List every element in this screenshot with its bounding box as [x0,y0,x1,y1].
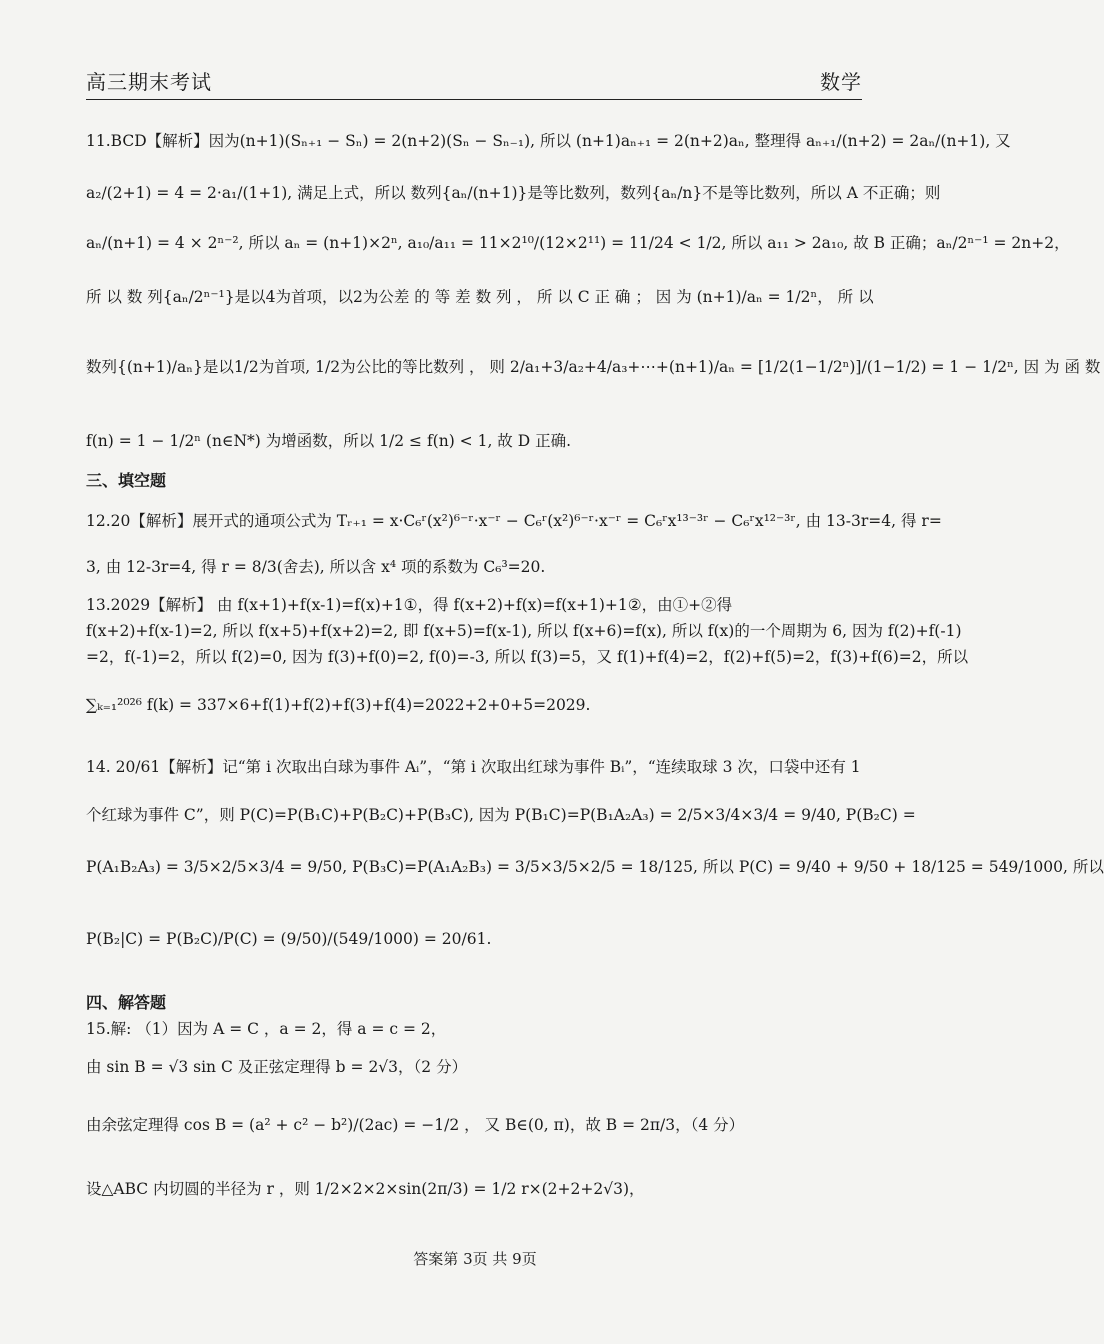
q15-line-4: 设△ABC 内切圆的半径为 r ，则 1/2×2×2×sin(2π/3) = 1/2 r×(2+2+2√3)， [86,1180,645,1198]
q14-line-2: 个红球为事件 C”，则 P(C)=P(B₁C)+P(B₂C)+P(B₃C), 因为 P(B₁C)=P(B₁A₂A₃) = 2/5×3/4×3/4 = 9/40, P(B₂C) = [86,806,916,824]
q13-line-2: f(x+2)+f(x-1)=2, 所以 f(x+5)+f(x+2)=2, 即 f(x+5)=f(x-1), 所以 f(x+6)=f(x), 所以 f(x)的一个周期为 6, 因为 f(2)+f(-1) [86,622,962,640]
q13-line-1: 13.2029【解析】 由 f(x+1)+f(x-1)=f(x)+1①，得 f(x+2)+f(x)=f(x+1)+1②，由①+②得 [86,596,733,614]
q13-line-3: =2，f(-1)=2，所以 f(2)=0, 因为 f(3)+f(0)=2, f(0)=-3, 所以 f(3)=5，又 f(1)+f(4)=2，f(2)+f(5)=2，f(3)+f(6)=2，所以 [86,648,969,666]
q11-line-1: 11.BCD【解析】因为(n+1)(Sₙ₊₁ − Sₙ) = 2(n+2)(Sₙ − Sₙ₋₁), 所以 (n+1)aₙ₊₁ = 2(n+2)aₙ, 整理得 aₙ₊₁/(n+2) = 2aₙ/(n+1), 又 [86,132,1011,150]
q15-line-1: 15.解: （1）因为 A = C ，a = 2，得 a = c = 2， [86,1020,447,1038]
q12-line-1: 12.20【解析】展开式的通项公式为 Tᵣ₊₁ = x·C₆ʳ(x²)⁶⁻ʳ·x⁻ʳ − C₆ʳ(x²)⁶⁻ʳ·x⁻ʳ = C₆ʳx¹³⁻³ʳ − C₆ʳx¹²⁻³ʳ, 由 13-3r=4, 得 r= [86,512,942,530]
page-header [86,62,862,100]
q11-line-6: f(n) = 1 − 1/2ⁿ (n∈N*) 为增函数，所以 1/2 ≤ f(n) < 1, 故 D 正确. [86,432,572,450]
q15-line-2: 由 sin B = √3 sin C 及正弦定理得 b = 2√3，（2 分） [86,1058,468,1076]
q11-line-5: 数列{(n+1)/aₙ}是以1/2为首项, 1/2为公比的等比数列 ， 则 2/a₁+3/a₂+4/a₃+⋯+(n+1)/aₙ = [1/2(1−1/2ⁿ)]/(1−1/2) = 1 − 1/2ⁿ, 因 为 函 数 [86,358,1101,376]
q11-line-4: 所 以 数 列{aₙ/2ⁿ⁻¹}是以4为首项，以2为公差 的 等 差 数 列 ， 所 以 C 正 确 ； 因 为 (n+1)/aₙ = 1/2ⁿ， 所 以 [86,288,874,306]
section-solutions: 四、解答题 [86,993,167,1012]
q11-line-3: aₙ/(n+1) = 4 × 2ⁿ⁻², 所以 aₙ = (n+1)×2ⁿ, a₁₀/a₁₁ = 11×2¹⁰/(12×2¹¹) = 11/24 < 1/2, 所以 a₁₁ > 2a₁₀, 故 B 正确；aₙ/2ⁿ⁻¹ = 2n+2， [86,234,1070,252]
page-footer: 答案第 3页 共 9页 [413,1250,537,1268]
exam-title: 高三期末考试 [86,70,212,94]
subject-label: 数学 [820,70,862,94]
q14-line-4: P(B₂|C) = P(B₂C)/P(C) = (9/50)/(549/1000) = 20/61. [86,930,492,948]
q12-line-2: 3, 由 12-3r=4, 得 r = 8/3(舍去), 所以含 x⁴ 项的系数为 C₆³=20. [86,558,546,576]
q14-line-1: 14. 20/61【解析】记“第 i 次取出白球为事件 Aᵢ”，“第 i 次取出红球为事件 Bᵢ”，“连续取球 3 次，口袋中还有 1 [86,758,861,776]
q14-line-3: P(A₁B₂A₃) = 3/5×2/5×3/4 = 9/50, P(B₃C)=P(A₁A₂B₃) = 3/5×3/5×2/5 = 18/125, 所以 P(C) = 9/40 + 9/50 + 18/125 = 549/1000, 所以 [86,858,1104,876]
section-fill-blank: 三、填空题 [86,471,167,490]
q15-line-3: 由余弦定理得 cos B = (a² + c² − b²)/(2ac) = −1/2 ， 又 B∈(0, π)，故 B = 2π/3，（4 分） [86,1116,745,1134]
q13-line-4: ∑ₖ₌₁²⁰²⁶ f(k) = 337×6+f(1)+f(2)+f(3)+f(4)=2022+2+0+5=2029. [86,696,591,714]
q11-line-2: a₂/(2+1) = 4 = 2·a₁/(1+1), 满足上式，所以 数列{aₙ/(n+1)}是等比数列，数列{aₙ/n}不是等比数列，所以 A 不正确；则 [86,184,941,202]
